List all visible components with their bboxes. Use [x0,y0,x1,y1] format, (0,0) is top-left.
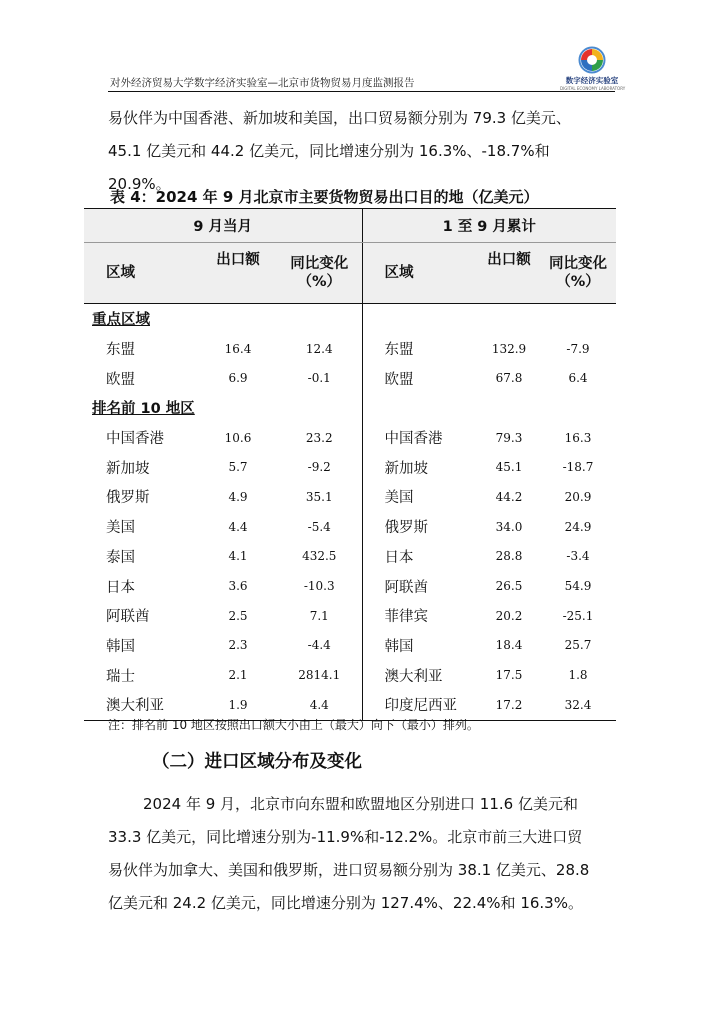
export-value: 16.4 [224,341,252,356]
col-header-yoy-line1: 同比变化 [290,256,349,272]
export-value: 4.1 [228,549,248,564]
table-row [84,423,616,453]
import-line: 33.3 亿美元，同比增速分别为-11.9%和-12.2%。北京市前三大进口贸 [108,828,583,846]
import-line: 亿美元和 24.2 亿美元，同比增速分别为 127.4%、22.4%和 16.3%。 [108,894,583,912]
table-caption: 表 4：2024 年 9 月北京市主要货物贸易出口目的地（亿美元） [110,188,539,206]
table-row [84,601,616,631]
col-header-yoy-line2: （%） [556,274,600,290]
region-name: 澳大利亚 [384,668,443,685]
header-title: 对外经济贸易大学数字经济实验室—北京市货物贸易月度监测报告 [110,77,415,89]
col-header-export: 出口额 [478,243,540,304]
region-name: 日本 [106,579,135,596]
table-row [84,631,616,661]
section-title: （二）进口区域分布及变化 [152,752,362,772]
key-region-rows [84,334,616,393]
table-row [84,334,616,364]
yoy-value: 23.2 [277,423,362,453]
region-name: 韩国 [106,638,135,655]
yoy-value: 54.9 [564,579,592,594]
export-value: 4.4 [228,519,248,534]
yoy-value: 12.4 [277,334,362,364]
region-name: 中国香港 [384,431,443,448]
export-value: 132.9 [491,341,527,356]
region-name: 美国 [384,490,414,507]
yoy-value: 6.4 [568,371,588,386]
lab-logo [560,46,624,91]
col-header-export: 出口额 [199,243,277,304]
region-name: 澳大利亚 [84,690,199,720]
yoy-value: -7.9 [566,341,590,356]
export-value: 5.7 [228,460,248,475]
region-name: 阿联酋 [384,579,428,596]
section-label: 重点区域 [84,304,362,334]
table-row [84,363,616,393]
export-value: 44.2 [495,489,523,504]
col-header-yoy [540,243,616,304]
region-name: 新加坡 [106,460,150,477]
yoy-value: -5.4 [277,512,362,542]
region-name: 泰国 [106,549,135,566]
yoy-value: 16.3 [564,430,592,445]
export-value: 2.1 [228,668,248,683]
column-header-row [84,243,616,304]
section-row-key-regions [84,304,616,334]
region-name: 美国 [106,520,135,537]
period-cumulative: 1 至 9 月累计 [362,209,616,243]
table-row [84,482,616,512]
period-monthly: 9 月当月 [84,209,362,243]
yoy-value: 20.9 [564,489,592,504]
region-name: 日本 [384,549,414,566]
col-header-region: 区域 [84,243,199,304]
region-name: 东盟 [384,342,414,359]
export-value: 4.9 [228,489,248,504]
import-line: 2024 年 9 月，北京市向东盟和欧盟地区分别进口 11.6 亿美元和 [143,795,578,813]
export-value: 26.5 [495,579,523,594]
region-name: 新加坡 [384,460,428,477]
region-name: 瑞士 [106,668,135,685]
table-row [84,512,616,542]
export-value: 6.9 [228,371,248,386]
col-header-yoy [277,243,362,304]
yoy-value: -4.4 [277,631,362,661]
import-paragraph [108,788,616,920]
intro-line: 45.1 亿美元和 44.2 亿美元，同比增速分别为 16.3%、-18.7%和 20.9%。 [108,142,550,193]
table-note: 注：排名前 10 地区按照出口额大小由上（最大）向下（最小）排列。 [108,718,479,732]
yoy-value: -9.2 [277,452,362,482]
export-value: 45.1 [495,460,523,475]
table-row [84,452,616,482]
export-value: 3.6 [228,579,248,594]
export-value: 17.5 [495,668,523,683]
yoy-value: -10.3 [277,571,362,601]
export-value: 79.3 [495,430,523,445]
col-header-region: 区域 [362,243,478,304]
region-name: 韩国 [384,638,414,655]
yoy-value: 2814.1 [277,660,362,690]
yoy-value: 35.1 [277,482,362,512]
top10-region-rows [84,423,616,720]
region-name: 菲律宾 [384,609,428,626]
col-header-yoy-line1: 同比变化 [549,256,607,272]
period-header-row [84,209,616,243]
export-destination-table [84,208,616,721]
region-name: 俄罗斯 [106,490,150,507]
yoy-value: -3.4 [566,549,590,564]
logo-text: 数字经济实验室 [565,76,619,85]
lab-logo-icon [577,46,607,74]
region-name: 印度尼西亚 [362,690,478,720]
yoy-value: 4.4 [277,690,362,720]
table-row [84,542,616,572]
yoy-value: -0.1 [277,363,362,393]
export-value: 17.2 [478,690,540,720]
section-row-top10 [84,393,616,423]
section-label-blank [362,304,616,334]
region-name: 阿联酋 [106,609,150,626]
intro-line: 易伙伴为中国香港、新加坡和美国，出口贸易额分别为 79.3 亿美元、 [108,109,571,127]
yoy-value: 432.5 [277,542,362,572]
export-value: 18.4 [495,638,523,653]
export-value: 2.3 [228,638,248,653]
yoy-value: -25.1 [562,608,594,623]
yoy-value: 25.7 [564,638,592,653]
export-value: 28.8 [495,549,523,564]
region-name: 中国香港 [106,431,164,448]
export-value: 10.6 [224,430,252,445]
export-value: 1.9 [199,690,277,720]
yoy-value: 7.1 [277,601,362,631]
yoy-value: 32.4 [540,690,616,720]
region-name: 欧盟 [384,371,414,388]
logo-subtext: DIGITAL ECONOMY LABORATORY [560,86,626,91]
header-divider [108,91,615,92]
export-value: 67.8 [495,371,523,386]
table-row [84,660,616,690]
section-label-blank [362,393,616,423]
region-name: 东盟 [106,342,135,359]
table-row [84,571,616,601]
region-name: 俄罗斯 [384,520,428,537]
yoy-value: -18.7 [562,460,594,475]
import-line: 易伙伴为加拿大、美国和俄罗斯，进口贸易额分别为 38.1 亿美元、28.8 [108,861,590,879]
export-value: 20.2 [495,608,523,623]
export-value: 34.0 [495,519,523,534]
section-label: 排名前 10 地区 [84,393,362,423]
yoy-value: 24.9 [564,519,592,534]
col-header-yoy-line2: （%） [297,274,342,290]
region-name: 欧盟 [106,371,135,388]
export-value: 2.5 [228,608,248,623]
yoy-value: 1.8 [568,668,588,683]
